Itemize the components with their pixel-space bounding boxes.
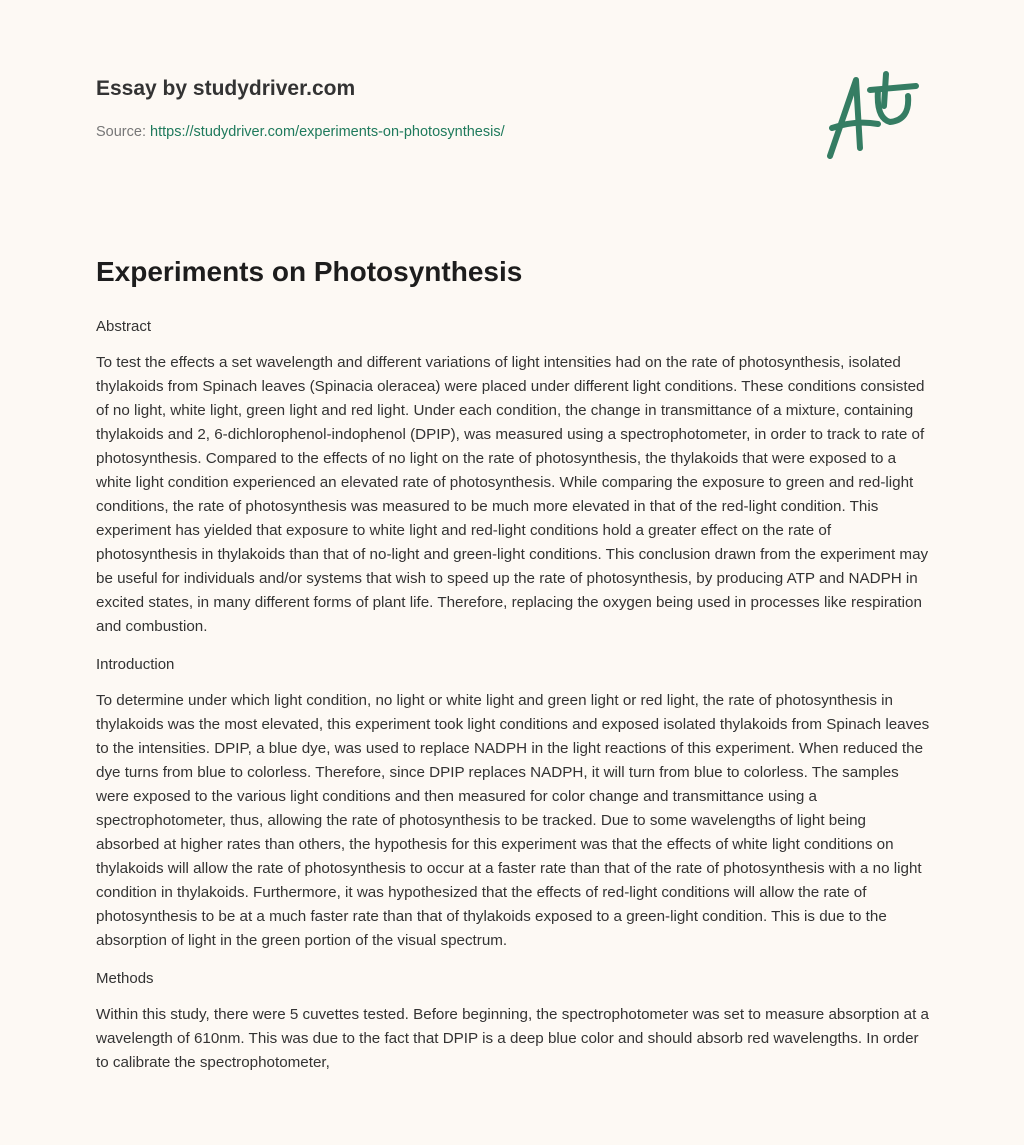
essay-title: Experiments on Photosynthesis xyxy=(96,256,523,287)
section-heading-methods: Methods xyxy=(96,970,154,987)
abstract-paragraph: To test the effects a set wavelength and different variations of light intensities had on the rate of photosynthesis, isolated thylakoids from Spinach leaves (Spinacia oleracea) were placed under different light conditions. These conditions consisted of no light, white light, green light and red light. Under each condition, the change in transmittance of a mixture, containing thylakoids and 2, 6-dichlorophenol-indophenol (DPIP), was measured using a spectrophotometer, in order to track to rate of photosynthesis. Compared to the effects of no light on the rate of photosynthesis, the thylakoids that were exposed to a white light condition experienced an elevated rate of photosynthesis. While comparing the exposure to green and red-light conditions, the rate of photosynthesis was measured to be much more elevated in that of the red-light condition. This experiment has yielded that exposure to white light and red-light conditions hold a greater effect on the rate of photosynthesis in thylakoids than that of no-light and green-light conditions. This conclusion drawn from the experiment may be useful for individuals and/or systems that wish to speed up the rate of photosynthesis, by producing ATP and NADPH in excited states, in many different forms of plant life. Therefore, replacing the oxygen being used in processes like respiration and combustion. xyxy=(96,354,929,635)
a-plus-logo-icon xyxy=(820,68,930,168)
section-heading-introduction: Introduction xyxy=(96,656,175,673)
section-heading-abstract: Abstract xyxy=(96,318,152,335)
source-line xyxy=(96,124,505,140)
source-link[interactable]: https://studydriver.com/experiments-on-photosynthesis/ xyxy=(150,124,505,140)
introduction-paragraph: To determine under which light condition, no light or white light and green light or red light, the rate of photosynthesis in thylakoids was the most elevated, this experiment took light conditions and exposed isolated thylakoids from Spinach leaves to the intensities. DPIP, a blue dye, was used to replace NADPH in the light reactions of this experiment. When reduced the dye turns from blue to colorless. Therefore, since DPIP replaces NADPH, it will turn from blue to colorless. The samples were exposed to the various light conditions and then measured for color change and transmittance using a spectrophotometer, thus, allowing the rate of photosynthesis to be tracked. Due to some wavelengths of light being absorbed at higher rates than others, the hypothesis for this experiment was that the effects of white light conditions on thylakoids will allow the rate of photosynthesis to occur at a faster rate than that of the rate of photosynthesis with a no light condition in thylakoids. Furthermore, it was hypothesized that the effects of red-light conditions will allow the rate of photosynthesis to be at a much faster rate than that of thylakoids exposed to a green-light condition. This is due to the absorption of light in the green portion of the visual spectrum. xyxy=(96,692,930,949)
essay-body xyxy=(96,316,932,1090)
methods-paragraph: Within this study, there were 5 cuvettes tested. Before beginning, the spectrophotometer was set to measure absorption at a wavelength of 610nm. This was due to the fact that DPIP is a deep blue color and should absorb red wavelengths. In order to calibrate the spectrophotometer, xyxy=(96,1006,929,1071)
source-label: Source: xyxy=(96,124,146,140)
site-brand: Essay by studydriver.com xyxy=(96,77,356,100)
